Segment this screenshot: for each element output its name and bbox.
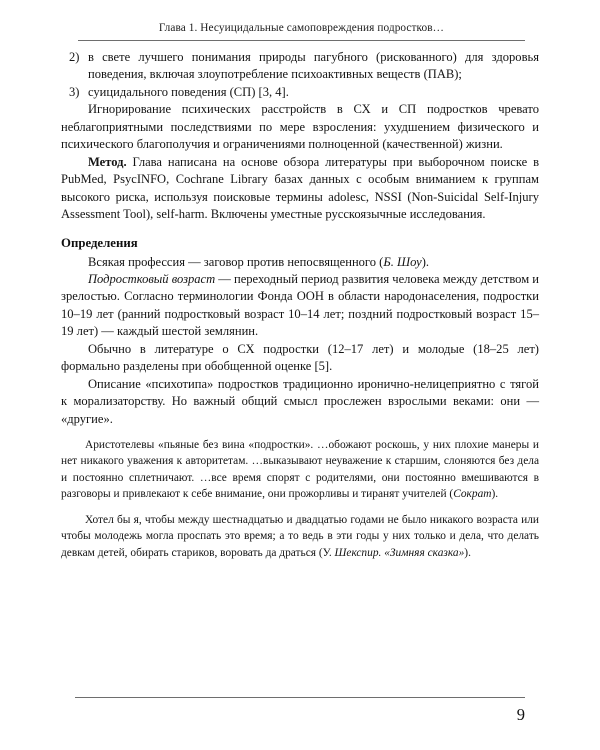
quote-text-tail: ). <box>464 546 471 559</box>
definition-adolescence <box>61 271 539 341</box>
paragraph-lead-in: Метод. <box>88 154 127 169</box>
footer-rule <box>75 697 525 698</box>
list-item <box>61 84 539 101</box>
page-number: 9 <box>516 705 525 724</box>
definition-text: Обычно в литературе о СХ подростки (12–17 лет) и молодые (18–25 лет) формально разделены при обобщенной оценке [5]. <box>61 341 539 374</box>
definition-text: Всякая профессия — заговор против непосвященного ( <box>88 254 384 269</box>
paragraph-ignoring <box>61 101 539 153</box>
definition-attribution: Б. Шоу <box>383 254 422 269</box>
quote-text-tail: ). <box>491 488 499 501</box>
header-rule <box>78 40 525 41</box>
list-item-text: суицидального поведения (СП) [3, 4]. <box>88 84 289 99</box>
running-head: Глава 1. Несуицидальные самоповреждения подростков… <box>158 22 445 34</box>
quote-socrates <box>61 437 539 503</box>
quote-attribution: Сократ <box>453 488 492 501</box>
definition-text: — переходный период развития человека между детством и зрелостью. Согласно терминологии Фонда ООН в области народонаселения, подростки 10–19 лет (ранний подростковый возраст 10–14 лет; поздний подростковый возраст 15–19 лет) — каждый шестой землянин. <box>61 271 540 339</box>
text-block <box>61 49 539 561</box>
quote-shakespeare <box>61 512 539 561</box>
definition-literature-ages <box>61 341 539 376</box>
definition-psychotype <box>61 376 539 428</box>
definition-text: Описание «психотипа» подростков традиционно иронично-нелицеприятно с тягой к морализаторству. Но важный общий смысл прослежен взрослыми веками: они — «другие». <box>61 376 539 426</box>
paragraph-method <box>61 154 539 224</box>
paragraph-text: Глава написана на основе обзора литературы при выборочном поиске в PubMed, PsycINFO, Cochrane Library базах данных с особым вниманием к группам высокого риска, используя поисковые термины adolesc, NSSI (Non-Suicidal Self-Injury Assessment Tool), self-harm. Включены уместные русскоязычные исследования. <box>61 154 539 222</box>
definition-shaw-aphorism <box>61 254 539 271</box>
list-marker: 2) <box>69 50 80 64</box>
list-item <box>61 49 539 84</box>
paragraph-text: Игнорирование психических расстройств в СХ и СП подростков чревато неблагоприятными последствиями по мере взросления: ухудшением физического и психического благополучия и ограничениями полноценной (качественной) жизни. <box>61 102 539 152</box>
quote-text: Аристотелевы «пьяные без вина «подростки». …обожают роскошь, у них плохие манеры и нет никакого уважения к авторитетам. …выказывают неуважение к старшим, слоняются без дела и постоянно сплетничают. …все время спорят с родителями, они постоянно вмешиваются в разговоры и привлекают к себе внимание, они прожорливы и тиранят учителей ( <box>61 439 539 501</box>
section-heading-definitions: Определения <box>61 235 138 250</box>
quote-text: Хотел бы я, чтобы между шестнадцатью и двадцатью годами не было никакого возраста или чтобы молодежь могла проспать это время; а то ведь в эти годы у них только и дела, что делать девкам детей, обирать стариков, воровать да драться (У. <box>61 513 539 559</box>
definition-term: Подростковый возраст <box>88 271 216 286</box>
definition-text-tail: ). <box>421 254 430 269</box>
list-marker: 3) <box>69 84 80 99</box>
quote-attribution: Шекспир. «Зимняя сказка» <box>334 546 465 559</box>
list-item-text: в свете лучшего понимания природы пагубного (рискованного) для здоровья поведения, включая злоупотребление психоактивных веществ (ПАВ); <box>88 50 539 82</box>
